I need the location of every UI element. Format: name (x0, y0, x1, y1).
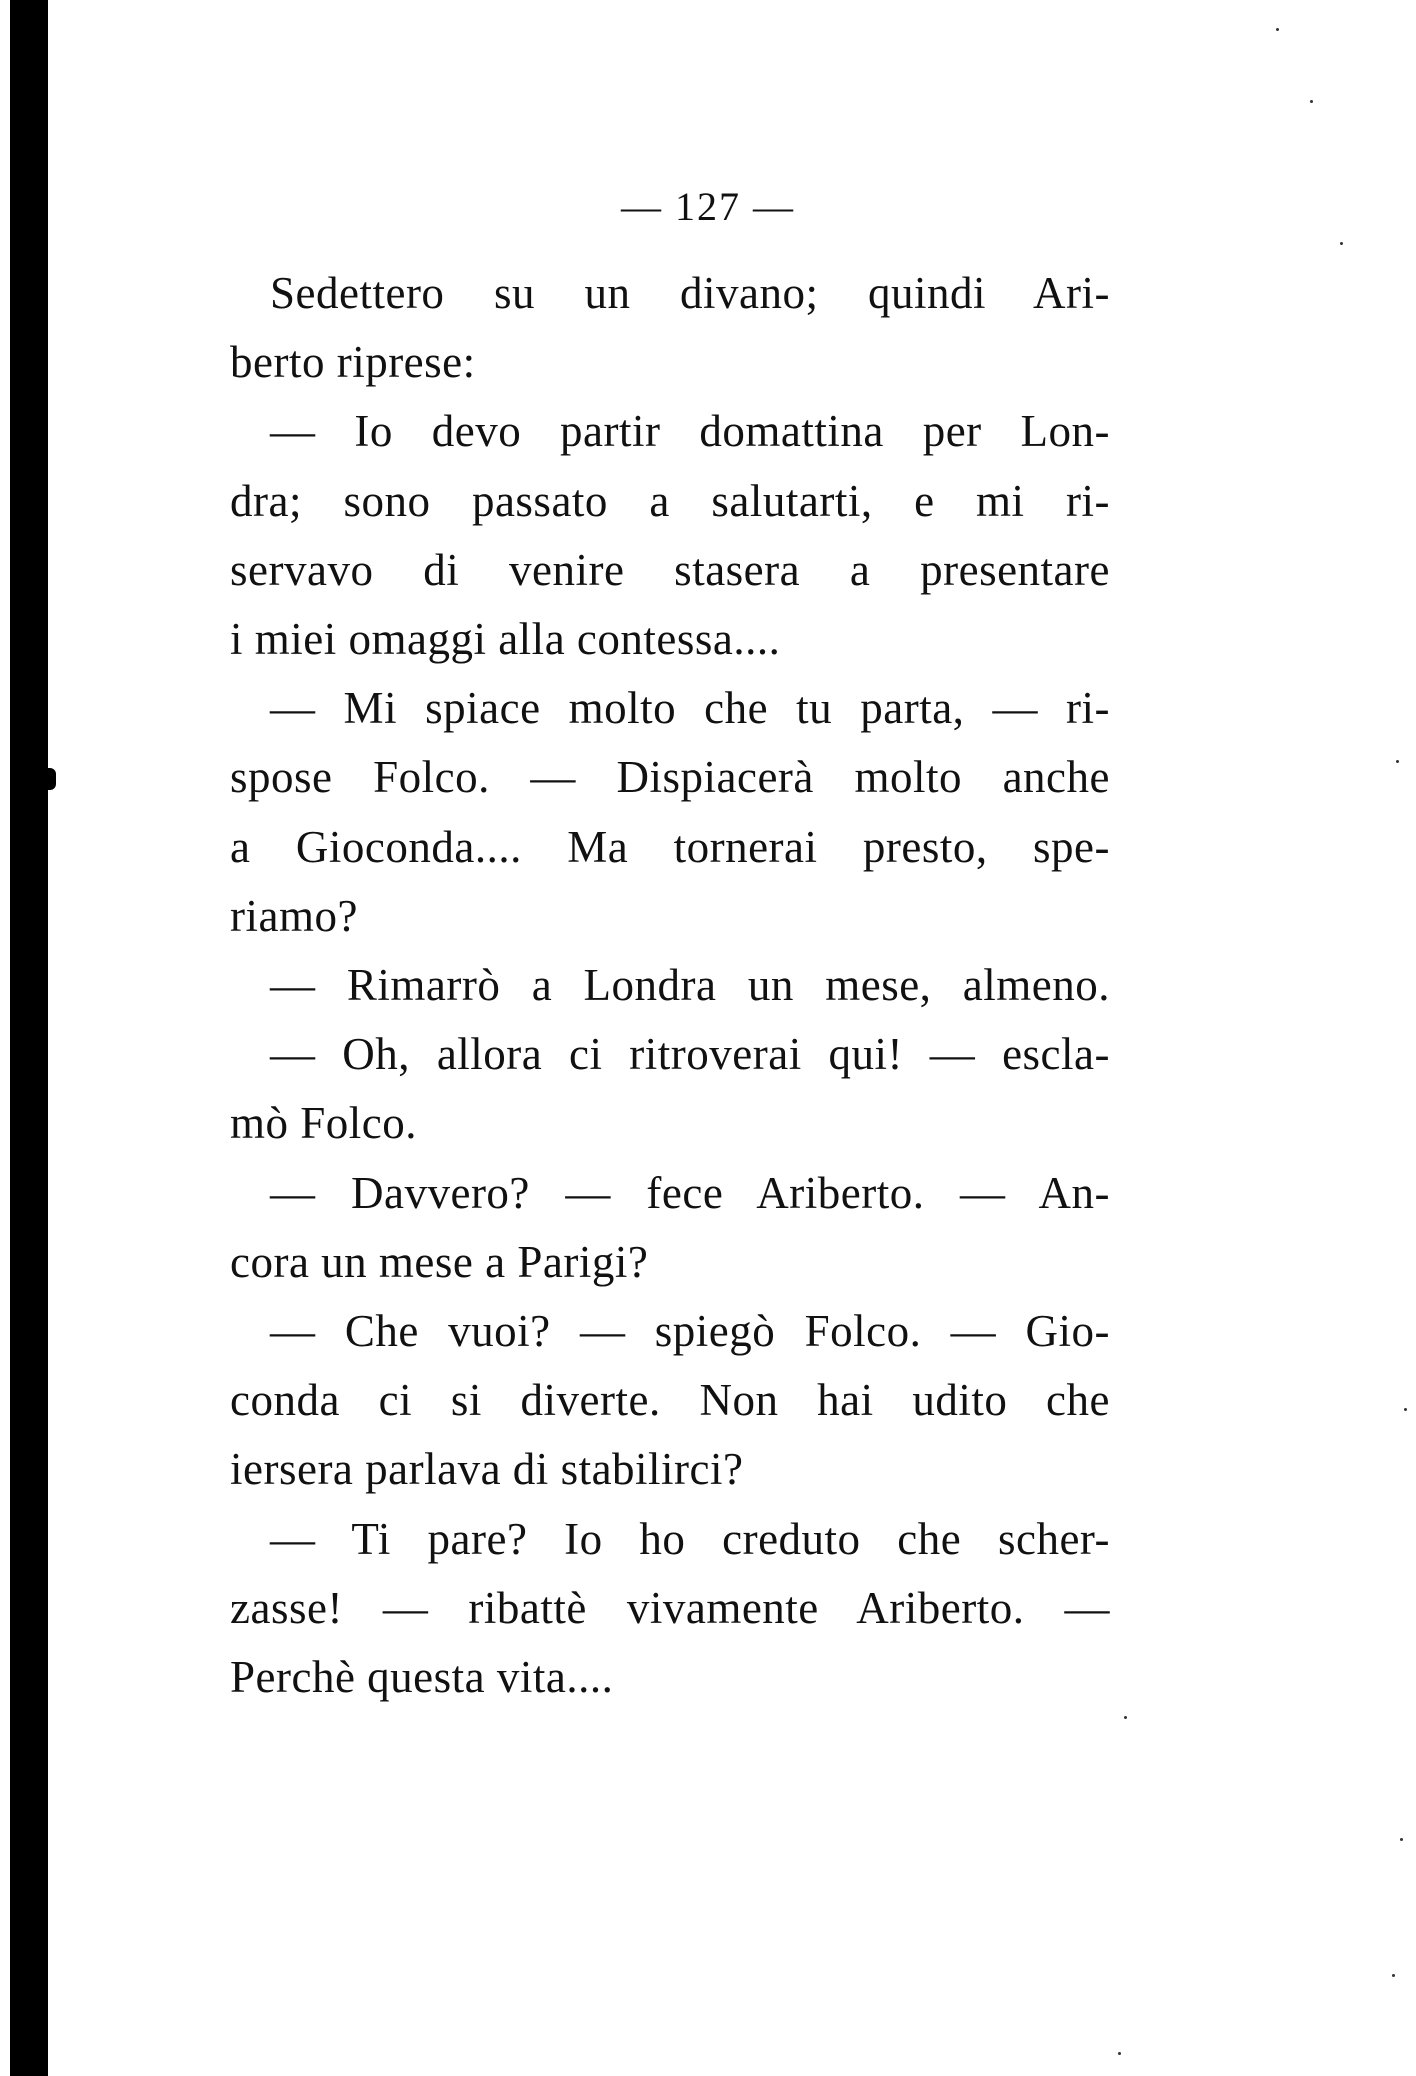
text-line: — Ti pare? Io ho creduto che scher- (270, 1514, 1110, 1564)
text-line: riamo? (230, 891, 358, 941)
text-line: dra; sono passato a salutarti, e mi ri- (230, 476, 1110, 526)
text-line: — Davvero? — fece Ariberto. — An- (270, 1168, 1110, 1218)
scan-speck (1118, 2052, 1121, 2055)
text-line: spose Folco. — Dispiacerà molto anche (230, 752, 1110, 802)
text-line: — Rimarrò a Londra un mese, almeno. (270, 960, 1110, 1010)
page-number: — 127 — (621, 184, 795, 229)
scan-speck (1340, 242, 1343, 245)
text-line: Sedettero su un divano; quindi Ari- (270, 268, 1110, 318)
text-line: — Oh, allora ci ritroverai qui! — escla- (270, 1029, 1110, 1079)
binding-mark (42, 768, 56, 790)
text-line: servavo di venire stasera a presentare (230, 545, 1110, 595)
text-line: — Che vuoi? — spiegò Folco. — Gio- (270, 1306, 1110, 1356)
text-line: i miei omaggi alla contessa.... (230, 614, 781, 664)
binding-shadow (10, 0, 48, 2076)
scan-speck (1124, 1716, 1127, 1719)
text-line: — Io devo partir domattina per Lon- (270, 406, 1110, 456)
scan-speck (1396, 760, 1399, 763)
text-line: a Gioconda.... Ma tornerai presto, spe- (230, 822, 1110, 872)
scan-speck (1400, 1838, 1403, 1841)
text-line: iersera parlava di stabilirci? (230, 1444, 744, 1494)
text-line: Perchè questa vita.... (230, 1652, 614, 1702)
text-line: zasse! — ribattè vivamente Ariberto. — (230, 1583, 1110, 1633)
text-line: conda ci si diverte. Non hai udito che (230, 1375, 1110, 1425)
scan-speck (1310, 100, 1313, 103)
text-line: cora un mese a Parigi? (230, 1237, 649, 1287)
scan-speck (1404, 1408, 1407, 1411)
scan-speck (1276, 28, 1279, 31)
text-line: — Mi spiace molto che tu parta, — ri- (270, 683, 1110, 733)
text-line: mò Folco. (230, 1098, 418, 1148)
text-line: berto riprese: (230, 337, 476, 387)
scan-speck (1392, 1974, 1395, 1977)
